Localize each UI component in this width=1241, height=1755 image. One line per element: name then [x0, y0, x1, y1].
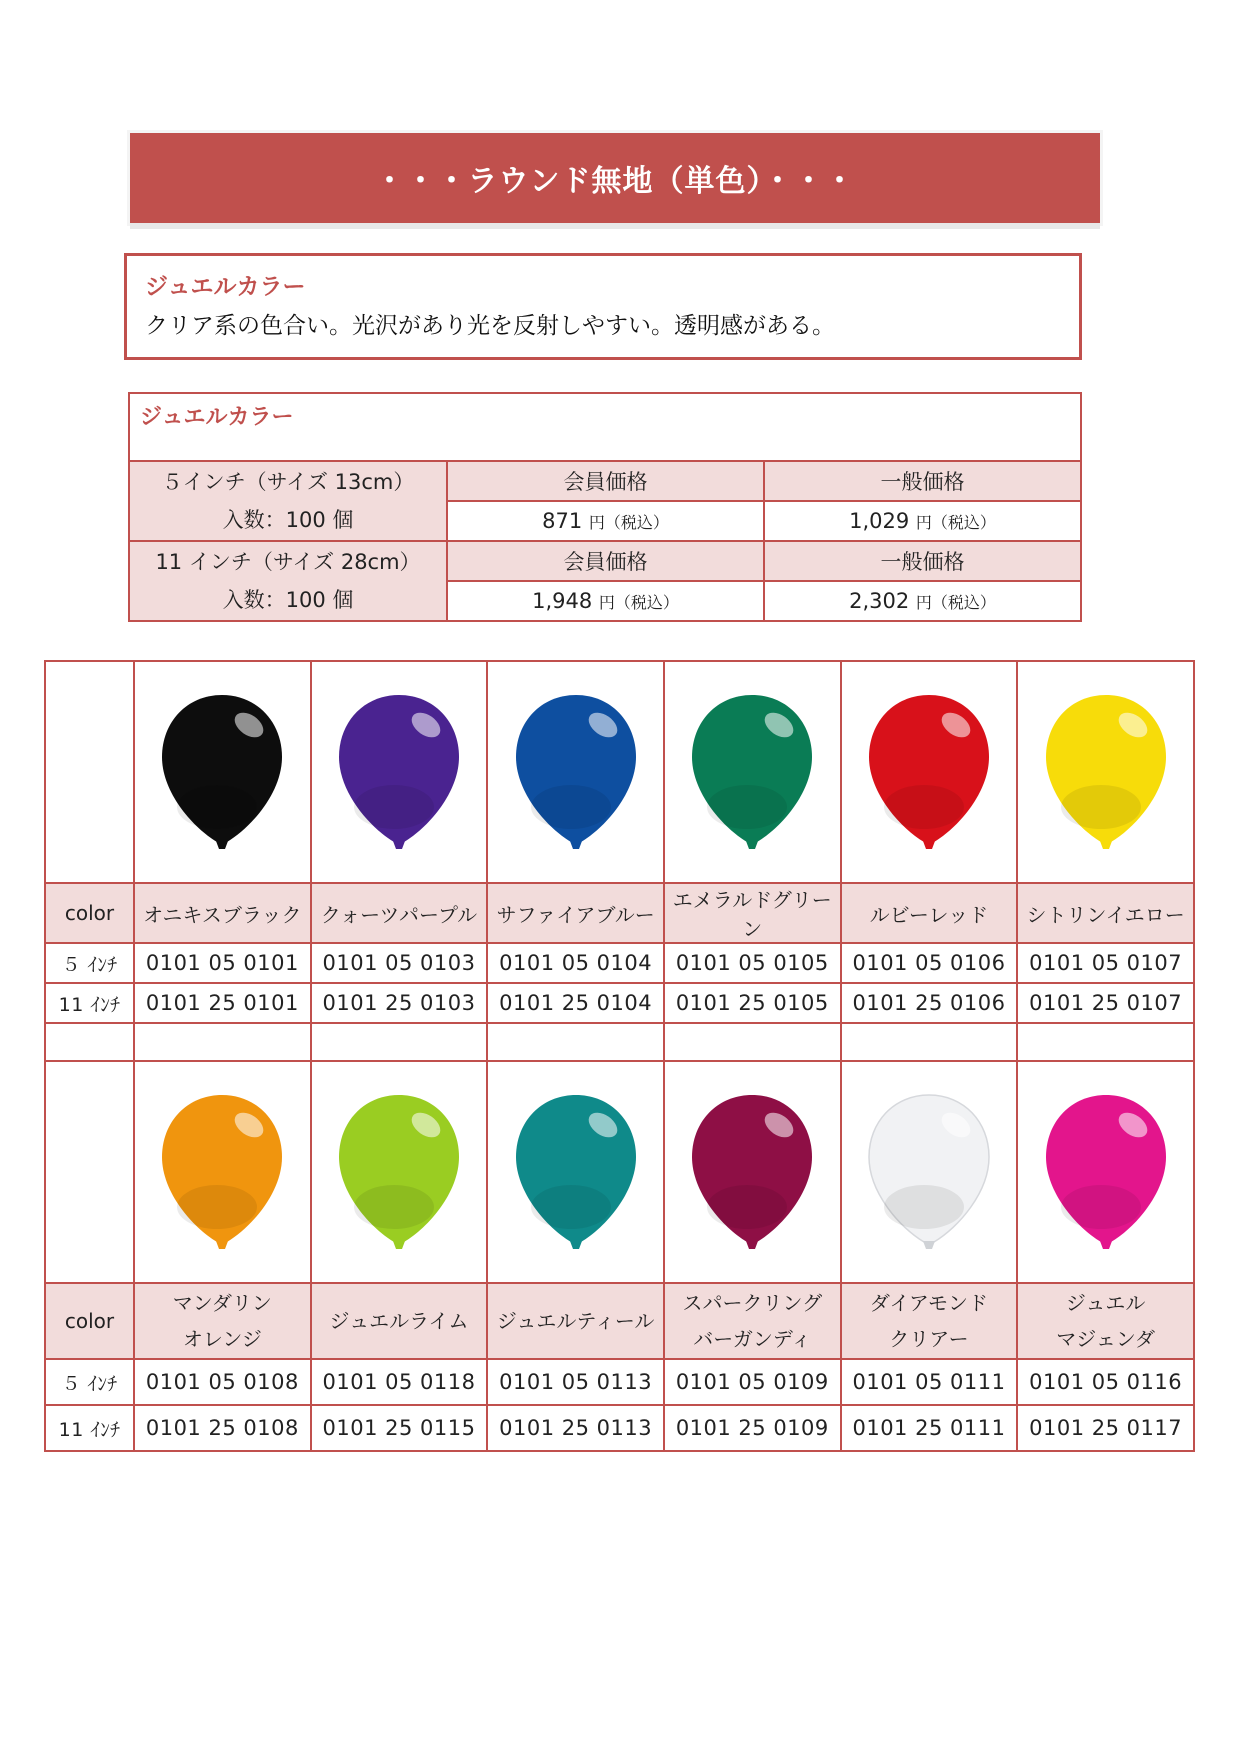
member-label: 会員価格	[447, 541, 764, 581]
color-name: サファイアブルー	[487, 883, 664, 943]
code-row-5inch	[45, 1359, 1194, 1405]
color-name-row	[45, 1283, 1194, 1359]
product-code-11: 0101 25 0113	[487, 1405, 664, 1451]
size-cell-5: ５インチ（サイズ 13cm） 入数：100 個	[129, 461, 447, 541]
product-code-5: 0101 05 0113	[487, 1359, 664, 1405]
size-label-11: 11 ｲﾝﾁ	[45, 1405, 134, 1451]
balloon-icon	[1041, 687, 1171, 857]
color-name: ルビーレッド	[841, 883, 1018, 943]
balloon-icon	[334, 1087, 464, 1257]
title-banner	[130, 133, 1100, 223]
description-text: クリア系の色合い。光沢があり光を反射しやすい。透明感がある。	[145, 313, 835, 339]
size-label-11: 11 ｲﾝﾁ	[45, 983, 134, 1023]
product-code-11: 0101 25 0111	[841, 1405, 1018, 1451]
banner-title: ・・・ラウンド無地（単色）・・・	[374, 164, 856, 199]
balloon-icon	[864, 687, 994, 857]
product-code-5: 0101 05 0105	[664, 943, 841, 983]
color-name: ジュエルティール	[487, 1283, 664, 1359]
product-code-5: 0101 05 0107	[1017, 943, 1194, 983]
product-code-11: 0101 25 0103	[311, 983, 488, 1023]
color-name-row	[45, 883, 1194, 943]
product-code-11: 0101 25 0106	[841, 983, 1018, 1023]
code-row-5inch	[45, 943, 1194, 983]
product-code-5: 0101 05 0111	[841, 1359, 1018, 1405]
product-code-5: 0101 05 0109	[664, 1359, 841, 1405]
balloon-icon	[511, 1087, 641, 1257]
description-title: ジュエルカラー	[145, 274, 306, 300]
color-name: マンダリン オレンジ	[134, 1283, 311, 1359]
balloon-cell	[664, 1061, 841, 1283]
balloon-cell	[841, 661, 1018, 883]
balloon-cell	[664, 661, 841, 883]
color-label: color	[45, 1283, 134, 1359]
balloon-cell	[1017, 661, 1194, 883]
product-code-5: 0101 05 0106	[841, 943, 1018, 983]
color-label: color	[45, 883, 134, 943]
color-name: ジュエル マジェンダ	[1017, 1283, 1194, 1359]
product-code-11: 0101 25 0105	[664, 983, 841, 1023]
balloon-icon	[1041, 1087, 1171, 1257]
general-price-5: 1,029 円（税込）	[764, 501, 1081, 541]
product-code-11: 0101 25 0117	[1017, 1405, 1194, 1451]
product-code-11: 0101 25 0115	[311, 1405, 488, 1451]
product-code-5: 0101 05 0104	[487, 943, 664, 983]
member-price-11: 1,948 円（税込）	[447, 581, 764, 621]
balloon-icon	[687, 687, 817, 857]
member-price-5: 871 円（税込）	[447, 501, 764, 541]
product-code-11: 0101 25 0101	[134, 983, 311, 1023]
product-code-5: 0101 05 0116	[1017, 1359, 1194, 1405]
color-name: スパークリング バーガンディ	[664, 1283, 841, 1359]
size-label-5: ５ ｲﾝﾁ	[45, 943, 134, 983]
product-code-5: 0101 05 0101	[134, 943, 311, 983]
color-grid	[44, 660, 1195, 1452]
balloon-icon	[864, 1087, 994, 1257]
size-cell-11: 11 インチ（サイズ 28cm） 入数：100 個	[129, 541, 447, 621]
product-code-5: 0101 05 0103	[311, 943, 488, 983]
balloon-icon	[157, 687, 287, 857]
price-table	[128, 392, 1082, 622]
balloon-icon	[157, 1087, 287, 1257]
general-label: 一般価格	[764, 541, 1081, 581]
balloon-cell	[311, 661, 488, 883]
balloon-icon	[687, 1087, 817, 1257]
balloon-icon	[511, 687, 641, 857]
product-code-11: 0101 25 0108	[134, 1405, 311, 1451]
code-row-11inch	[45, 1405, 1194, 1451]
balloon-cell	[1017, 1061, 1194, 1283]
balloon-cell	[487, 661, 664, 883]
color-name: ジュエルライム	[311, 1283, 488, 1359]
color-name: ダイアモンド クリアー	[841, 1283, 1018, 1359]
size-label-5: ５ ｲﾝﾁ	[45, 1359, 134, 1405]
color-name: エメラルドグリーン	[664, 883, 841, 943]
balloon-image-row	[45, 1061, 1194, 1283]
balloon-icon	[334, 687, 464, 857]
product-code-5: 0101 05 0118	[311, 1359, 488, 1405]
balloon-cell	[134, 661, 311, 883]
price-table-header: ジュエルカラー	[129, 393, 1081, 461]
product-code-11: 0101 25 0109	[664, 1405, 841, 1451]
balloon-cell	[311, 1061, 488, 1283]
balloon-cell	[487, 1061, 664, 1283]
product-code-5: 0101 05 0108	[134, 1359, 311, 1405]
general-label: 一般価格	[764, 461, 1081, 501]
member-label: 会員価格	[447, 461, 764, 501]
description-box	[124, 253, 1082, 360]
balloon-cell	[841, 1061, 1018, 1283]
color-name: シトリンイエロー	[1017, 883, 1194, 943]
balloon-image-row	[45, 661, 1194, 883]
code-row-11inch	[45, 983, 1194, 1023]
spacer-row	[45, 1023, 1194, 1061]
general-price-11: 2,302 円（税込）	[764, 581, 1081, 621]
product-code-11: 0101 25 0104	[487, 983, 664, 1023]
color-name: クォーツパープル	[311, 883, 488, 943]
balloon-cell	[134, 1061, 311, 1283]
color-name: オニキスブラック	[134, 883, 311, 943]
product-code-11: 0101 25 0107	[1017, 983, 1194, 1023]
